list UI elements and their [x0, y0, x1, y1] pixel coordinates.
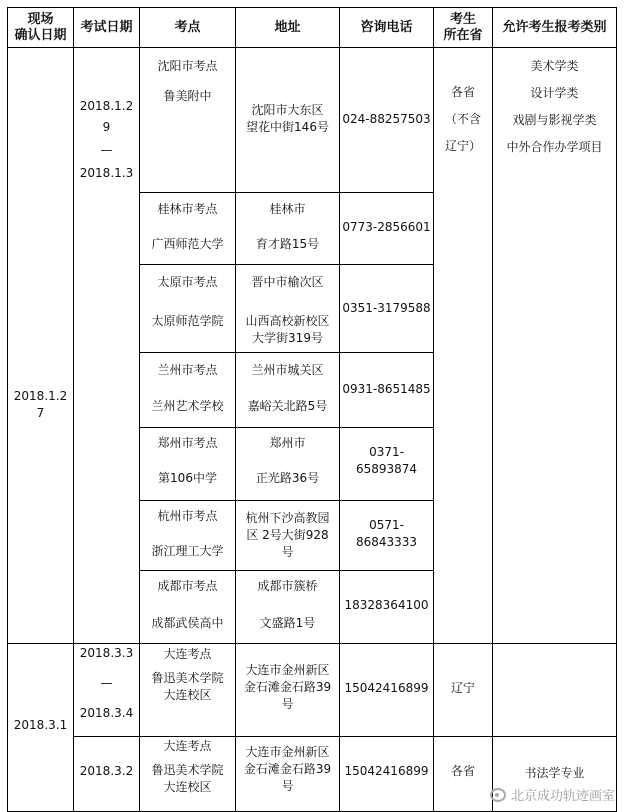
address-chengdu: 成都市簇桥 文盛路1号	[257, 579, 318, 630]
site-guilin: 桂林市考点 广西师范大学	[151, 202, 224, 251]
site-lanzhou: 兰州市考点 兰州艺术学校	[151, 363, 224, 413]
address-guilin: 桂林市 育才路15号	[255, 202, 320, 251]
watermark	[490, 785, 615, 804]
header-phone: 咨询电话	[360, 19, 413, 35]
address-lanzhou: 兰州市城关区 嘉峪关北路5号	[247, 363, 328, 413]
address-hangzhou: 杭州下沙高教园 区 2号大街928 号	[245, 511, 330, 559]
address-dalian-1: 大连市金州新区 金石滩金石路39 号	[243, 663, 332, 711]
site-taiyuan: 太原市考点 太原师范学院	[151, 275, 224, 328]
phone-chengdu: 18328364100	[344, 598, 429, 612]
province-third: 各省	[450, 764, 475, 778]
phone-dalian-2: 15042416899	[344, 764, 429, 778]
phone-zhengzhou: 0371- 65893874	[355, 445, 418, 476]
phone-lanzhou: 0931-8651485	[342, 382, 431, 396]
address-zhengzhou: 郑州市 正光路36号	[255, 436, 320, 485]
site-hangzhou: 杭州市考点 浙江理工大学	[151, 509, 224, 558]
header-categories: 允许考生报考类别	[502, 19, 607, 35]
confirm-date-second: 2018.3.1	[13, 718, 68, 732]
confirm-date-first: 2018.1.2 7	[13, 389, 68, 420]
address-taiyuan: 晋中市榆次区 山西高校新校区 大学街319号	[245, 275, 330, 345]
province-first: 各省 （不含 辽宁）	[444, 85, 481, 153]
phone-hangzhou: 0571- 86843333	[355, 518, 418, 549]
wechat-icon	[490, 788, 506, 802]
header-exam-date: 考试日期	[80, 19, 133, 35]
site-dalian-2: 大连考点 鲁迅美术学院 大连校区	[151, 739, 224, 794]
phone-shenyang: 024-88257503	[342, 112, 431, 126]
address-shenyang: 沈阳市大东区 望花中街146号	[246, 103, 329, 134]
watermark-text: 北京成功轨迹画室	[510, 789, 615, 804]
phone-dalian-1: 15042416899	[344, 681, 429, 695]
exam-date-second: 2018.3.3 — 2018.3.4	[79, 646, 134, 720]
phone-taiyuan: 0351-3179588	[342, 301, 431, 315]
site-chengdu: 成都市考点 成都武侯高中	[151, 579, 224, 630]
categories-first: 美术学类 设计学类 戏剧与影视学类 中外合作办学项目	[506, 59, 603, 154]
site-zhengzhou: 郑州市考点 第106中学	[157, 436, 218, 485]
province-second: 辽宁	[450, 681, 475, 695]
categories-third: 书法学专业	[524, 766, 585, 780]
exam-date-first: 2018.1.2 9 — 2018.1.3	[79, 99, 134, 180]
site-dalian-1: 大连考点 鲁迅美术学院 大连校区	[151, 647, 224, 702]
address-dalian-2: 大连市金州新区 金石滩金石路39 号	[243, 745, 332, 793]
header-site: 考点	[174, 19, 201, 35]
site-shenyang: 沈阳市考点 鲁美附中	[157, 59, 218, 103]
header-confirm-date: 现场 确认日期	[14, 11, 67, 43]
exam-date-third: 2018.3.2	[79, 764, 134, 778]
phone-guilin: 0773-2856601	[342, 220, 431, 234]
header-province: 考生 所在省	[443, 11, 483, 43]
header-address: 地址	[274, 19, 301, 35]
